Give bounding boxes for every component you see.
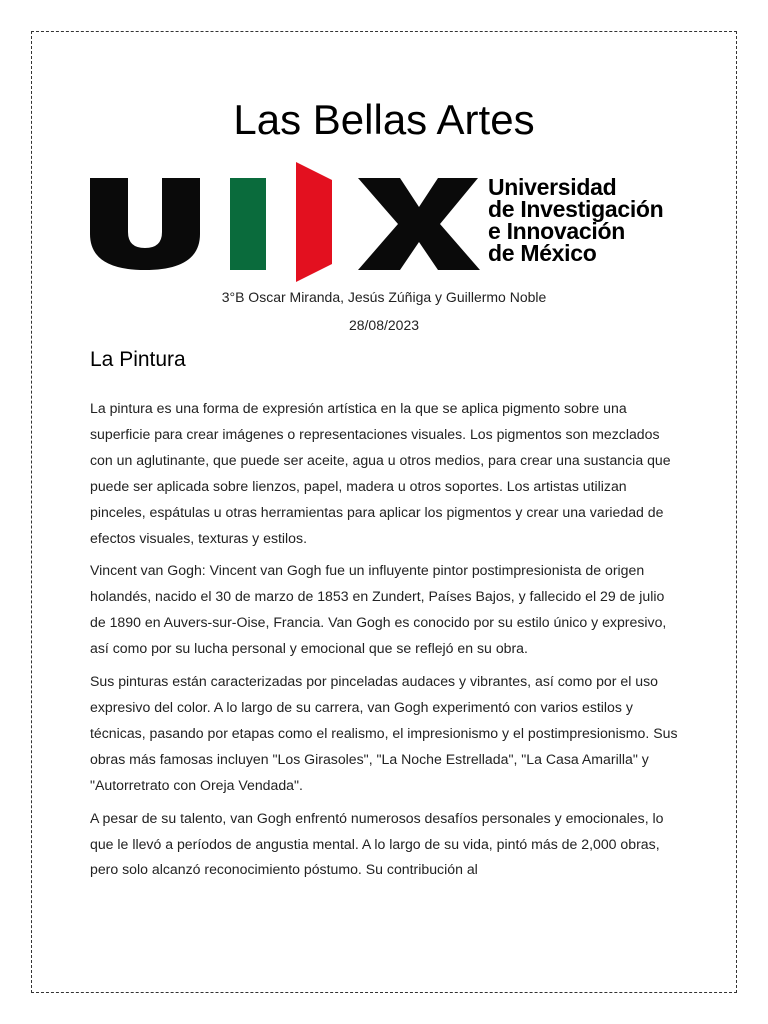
logo-green-bar [230,178,266,270]
paragraph: Sus pinturas están caracterizadas por pinceladas audaces y vibrantes, así como por el uso expresivo del color. A lo largo de su carrera, van Gogh experimentó con varios estilos y técnicas, pasando por etapas como el realismo, el impresionismo y el postimpresionismo. Sus obras más famosas incluyen "Los Girasoles", "La Noche Estrellada", "La Casa Amarilla" y "Autorretrato con Oreja Vendada". [90,673,678,793]
section-heading: La Pintura [90,348,186,371]
body-text [90,396,682,890]
paragraph: La pintura es una forma de expresión artística en la que se aplica pigmento sobre una superficie para crear imágenes o representaciones visuales. Los pigmentos son mezclados con un aglutinante, que puede ser aceite, agua u otros medios, para crear una sustancia que puede ser aplicada sobre lienzos, papel, madera u otros soportes. Los artistas utilizan pinceles, espátulas u otras herramientas para aplicar los pigmentos y crear una variedad de efectos visuales, texturas y estilos. [90,400,671,546]
paragraph: A pesar de su talento, van Gogh enfrentó numerosos desafíos personales y emocionales, lo que le llevó a períodos de angustia mental. A lo largo de su vida, pintó más de 2,000 obras, pero solo alcanzó reconocimiento póstumo. Su contribución al [90,809,664,878]
logo-mark [90,160,480,284]
logo-letter-u [90,178,200,270]
logo-university-name [488,176,663,264]
logo-name-line: de México [488,240,597,266]
document-title: Las Bellas Artes [233,96,535,143]
paragraph: Vincent van Gogh: Vincent van Gogh fue un influyente pintor postimpresionista de origen holandés, nacido el 30 de marzo de 1853 en Zundert, Países Bajos, y fallecido el 29 de julio de 1890 en Auvers-sur-Oise, Francia. Van Gogh es conocido por su estilo único y expresivo, así como por su lucha personal y emocional que se reflejó en su obra. [90,562,667,657]
logo-name-line: de Investigación [488,196,664,222]
logo-name-line: e Innovación [488,218,625,244]
authors-line: 3°B Oscar Miranda, Jesús Zúñiga y Guillermo Noble [221,289,547,305]
logo-red-bar [296,162,332,282]
logo-name-line: Universidad [488,174,617,200]
date-line: 28/08/2023 [348,317,420,333]
logo-letter-x [358,178,480,270]
university-logo [90,160,690,284]
